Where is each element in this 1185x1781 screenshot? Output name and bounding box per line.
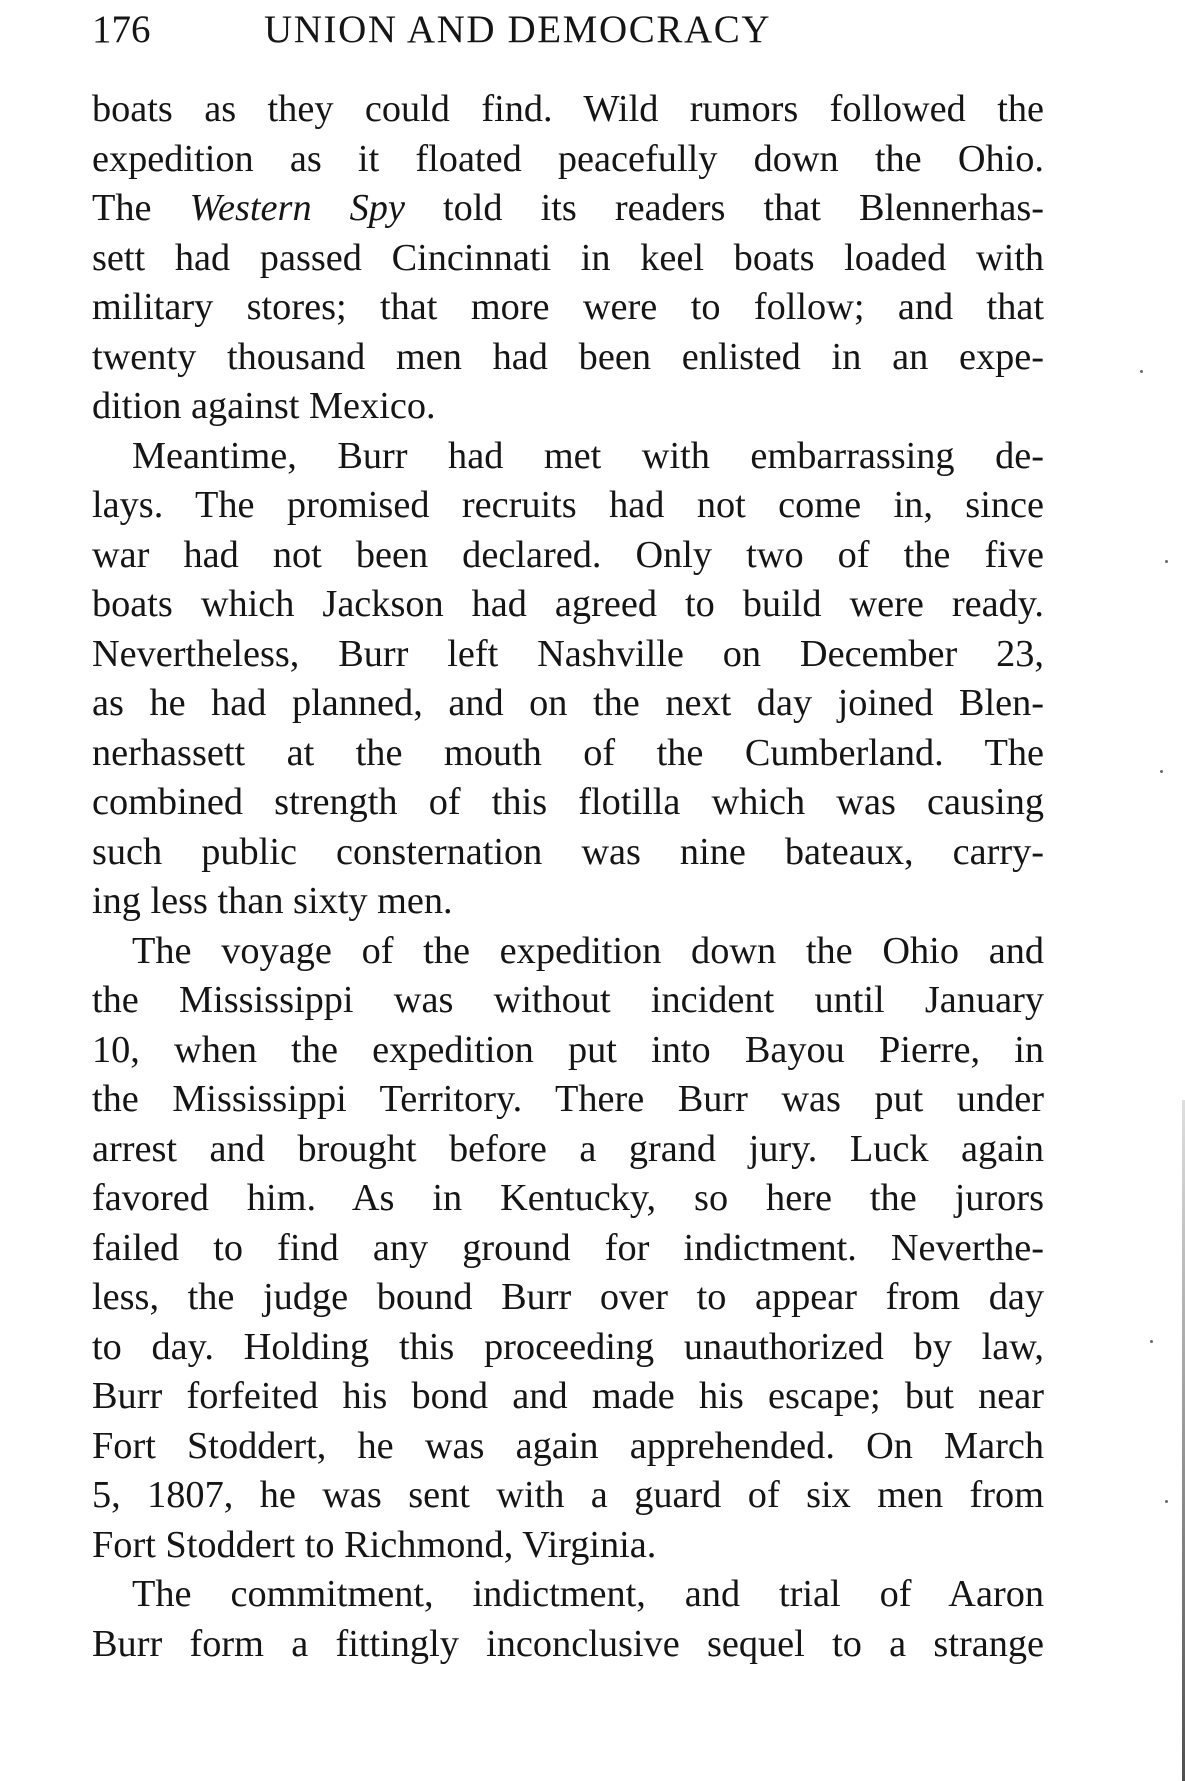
text-line: the Mississippi Territory. There Burr was put under — [92, 1078, 1044, 1120]
newspaper-title: Western Spy — [189, 187, 405, 229]
paragraph-3 — [92, 927, 1044, 1571]
text-fragment: told its readers that Blennerhas- — [404, 187, 1044, 229]
text-fragment: The — [92, 187, 190, 229]
text-line: to day. Holding this proceeding unauthorized by law, — [92, 1325, 1044, 1368]
paper-speck — [1165, 1500, 1168, 1503]
text-line: Meantime, Burr had met with embarrassing de- — [132, 434, 1044, 477]
paragraph-2 — [92, 432, 1044, 927]
text-line: The voyage of the expedition down the Ohio and — [132, 929, 1044, 972]
paragraph-4 — [92, 1570, 1044, 1669]
text-line: boats as they could find. Wild rumors followed the — [92, 88, 1044, 130]
paper-speck — [1150, 1340, 1153, 1343]
text-line: such public consternation was nine bateaux, carry- — [92, 830, 1044, 873]
text-line: combined strength of this flotilla which was causing — [92, 781, 1044, 823]
paper-speck — [1165, 560, 1168, 563]
text-line: 10, when the expedition put into Bayou Pierre, in — [92, 1028, 1044, 1071]
text-line: Nevertheless, Burr left Nashville on December 23, — [92, 632, 1044, 675]
text-line: arrest and brought before a grand jury. Luck again — [92, 1127, 1044, 1170]
text-line: favored him. As in Kentucky, so here the jurors — [92, 1177, 1044, 1219]
text-line: 5, 1807, he was sent with a guard of six men from — [92, 1474, 1044, 1516]
paper-speck — [1140, 370, 1143, 373]
text-line: nerhassett at the mouth of the Cumberland. The — [92, 731, 1044, 774]
running-title: UNION AND DEMOCRACY — [264, 8, 772, 51]
text-line: the Mississippi was without incident until January — [92, 979, 1044, 1021]
text-line: expedition as it floated peacefully down the Ohio. — [92, 137, 1044, 180]
paper-speck — [1160, 770, 1163, 773]
text-line: Fort Stoddert to Richmond, Virginia. — [92, 1523, 657, 1566]
text-line: military stores; that more were to follow; and that — [92, 286, 1044, 328]
text-line: sett had passed Cincinnati in keel boats loaded with — [92, 236, 1044, 279]
text-line: war had not been declared. Only two of the five — [92, 533, 1044, 576]
text-line: ing less than sixty men. — [92, 880, 453, 922]
text-line: twenty thousand men had been enlisted in an expe- — [92, 335, 1044, 378]
text-line: failed to find any ground for indictment. Neverthe- — [92, 1226, 1044, 1269]
text-line — [92, 184, 1044, 234]
page-number: 176 — [92, 8, 151, 51]
text-line: Burr forfeited his bond and made his escape; but near — [92, 1375, 1044, 1417]
text-line: less, the judge bound Burr over to appear from day — [92, 1276, 1044, 1318]
text-line: Fort Stoddert, he was again apprehended. On March — [92, 1424, 1044, 1467]
body-text — [92, 85, 1044, 1669]
running-head — [92, 2, 1052, 58]
text-line: dition against Mexico. — [92, 385, 436, 427]
text-line: Burr form a fittingly inconclusive sequel to a strange — [92, 1622, 1044, 1665]
text-line: lays. The promised recruits had not come in, since — [92, 484, 1044, 526]
text-line: The commitment, indictment, and trial of Aaron — [132, 1573, 1044, 1615]
text-line: as he had planned, and on the next day joined Blen- — [92, 682, 1044, 724]
text-line: boats which Jackson had agreed to build were ready. — [92, 583, 1044, 625]
paragraph-1 — [92, 85, 1044, 432]
